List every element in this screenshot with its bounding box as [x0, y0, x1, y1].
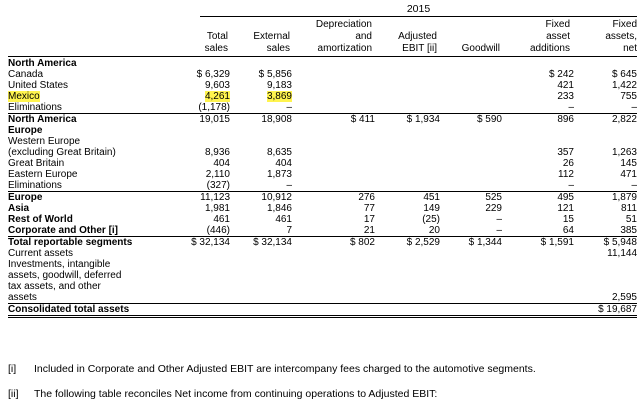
cell: $ 645 — [611, 69, 637, 80]
cell — [292, 180, 375, 192]
cell — [168, 259, 230, 270]
col-header-line: EBIT [ii] — [402, 43, 437, 54]
cell — [168, 125, 230, 136]
table-row — [8, 237, 637, 249]
cell — [375, 58, 440, 69]
cell: 18,908 — [230, 114, 292, 126]
cell — [375, 292, 440, 304]
cell: $ 1,591 — [502, 237, 574, 249]
table-row — [8, 292, 637, 304]
cell — [168, 248, 230, 259]
cell — [168, 304, 230, 317]
cell — [168, 91, 230, 102]
col-header-line: asset — [546, 31, 570, 42]
cell: 51 — [625, 214, 637, 225]
cell — [292, 270, 375, 281]
cell: 229 — [485, 203, 502, 214]
cell — [292, 147, 375, 158]
cell: 461 — [213, 214, 230, 225]
row-label: (excluding Great Britain) — [8, 147, 116, 158]
cell: $ 32,134 — [168, 237, 230, 249]
cell — [502, 58, 574, 69]
col-header-line: amortization — [317, 43, 372, 54]
row-label: Current assets — [8, 248, 74, 259]
cell — [440, 158, 502, 169]
cell — [440, 270, 502, 281]
cell — [168, 58, 230, 69]
table-row — [8, 180, 637, 192]
cell: 10,912 — [230, 192, 292, 204]
col-header-0 — [168, 31, 228, 55]
cell — [440, 180, 502, 192]
table-row — [8, 225, 637, 237]
cell: 11,144 — [607, 248, 637, 259]
footnote-2-mark: [ii] — [8, 388, 19, 400]
table-row — [8, 158, 637, 169]
cell — [574, 136, 637, 147]
cell: 8,936 — [204, 147, 230, 158]
col-header-6 — [574, 19, 637, 55]
cell — [502, 248, 574, 259]
table-row — [8, 69, 637, 80]
cell — [502, 281, 574, 292]
cell: – — [496, 225, 502, 236]
cell — [230, 58, 292, 69]
col-header-line: additions — [529, 43, 570, 54]
header-rule — [8, 56, 637, 57]
cell — [440, 80, 502, 91]
cell: 495 — [502, 192, 574, 204]
row-label: Investments, intangible — [8, 259, 111, 270]
cell — [292, 69, 375, 80]
cell: $ 5,948 — [574, 237, 637, 249]
cell: 357 — [557, 147, 574, 158]
table-row — [8, 270, 637, 281]
cell — [168, 281, 230, 292]
cell: $ 5,856 — [258, 69, 292, 80]
cell — [292, 80, 375, 91]
cell — [440, 259, 502, 270]
cell: (446) — [206, 225, 230, 236]
footnote-2 — [8, 388, 638, 401]
cell: 2,110 — [205, 169, 230, 180]
cell — [440, 136, 502, 147]
cell: 64 — [562, 225, 574, 236]
col-header-line: Depreciation — [315, 19, 372, 30]
cell — [292, 169, 375, 180]
cell: 471 — [620, 169, 637, 180]
row-label: Canada — [8, 69, 44, 80]
col-header-2 — [292, 19, 372, 55]
cell — [574, 125, 637, 136]
cell: 404 — [213, 158, 230, 169]
cell — [292, 102, 375, 114]
table-row — [8, 169, 637, 180]
cell: 145 — [620, 158, 637, 169]
cell — [574, 281, 637, 292]
cell — [292, 281, 375, 292]
cell — [292, 248, 375, 259]
row-label: assets — [8, 292, 37, 303]
row-label: assets, goodwill, deferred — [8, 270, 122, 281]
cell — [375, 80, 440, 91]
row-label: Great Britain — [8, 158, 65, 169]
table-row — [8, 259, 637, 270]
cell — [502, 304, 574, 317]
cell: (1,178) — [198, 102, 230, 113]
cell — [440, 69, 502, 80]
col-header-4 — [440, 43, 500, 55]
cell: 112 — [558, 169, 574, 180]
cell — [375, 69, 440, 80]
table-row — [8, 91, 637, 102]
cell: 1,873 — [266, 169, 292, 180]
cell: – — [631, 180, 637, 191]
cell: 2,595 — [611, 292, 637, 303]
footnote-1-mark: [i] — [8, 363, 17, 375]
table-row — [8, 281, 637, 292]
cell: 233 — [557, 91, 574, 102]
row-label: tax assets, and other — [8, 281, 101, 292]
cell: 26 — [562, 158, 574, 169]
table-row — [8, 147, 637, 158]
cell — [574, 259, 637, 270]
cell: – — [568, 180, 574, 191]
cell: $ 1,934 — [375, 114, 440, 126]
cell: $ 590 — [440, 114, 502, 126]
cell — [292, 136, 375, 147]
cell — [574, 58, 637, 69]
cell — [375, 304, 440, 317]
cell — [292, 292, 375, 304]
table-row — [8, 214, 637, 225]
cell: 9,183 — [266, 80, 292, 91]
cell: – — [631, 102, 637, 113]
col-header-line: Adjusted — [398, 31, 437, 42]
col-header-line: Goodwill — [461, 43, 500, 54]
cell — [440, 169, 502, 180]
cell: 149 — [423, 203, 440, 214]
cell — [292, 58, 375, 69]
row-label: North America — [8, 114, 168, 126]
cell — [375, 158, 440, 169]
cell — [502, 292, 574, 304]
cell: $ 242 — [548, 69, 574, 80]
row-label: Total reportable segments — [8, 237, 168, 249]
cell — [230, 292, 292, 304]
cell — [168, 136, 230, 147]
cell — [440, 58, 502, 69]
highlighted-value: 3,869 — [266, 91, 292, 102]
year-header: 2015 — [200, 3, 637, 17]
table-row — [8, 125, 637, 136]
cell — [440, 102, 502, 114]
cell — [230, 304, 292, 317]
cell — [502, 136, 574, 147]
row-label: Eliminations — [8, 102, 62, 113]
cell: – — [568, 102, 574, 113]
highlighted-label: Mexico — [8, 91, 40, 102]
cell — [574, 270, 637, 281]
cell: 9,603 — [204, 80, 230, 91]
row-label: Eliminations — [8, 180, 62, 191]
cell: (25) — [422, 214, 440, 225]
cell: 19,015 — [168, 114, 230, 126]
footnote-1 — [8, 363, 638, 376]
cell: 1,263 — [611, 147, 637, 158]
cell — [440, 304, 502, 317]
cell — [440, 248, 502, 259]
cell — [440, 147, 502, 158]
cell — [230, 91, 292, 102]
table-row — [8, 304, 637, 317]
col-header-line: sales — [266, 43, 290, 54]
cell: – — [286, 102, 292, 113]
col-header-line: Total — [206, 31, 228, 42]
cell: 811 — [621, 203, 637, 214]
row-label: Western Europe — [8, 136, 81, 147]
row-label: Europe — [8, 192, 168, 204]
cell — [230, 270, 292, 281]
cell — [375, 102, 440, 114]
cell: 15 — [562, 214, 574, 225]
cell — [375, 248, 440, 259]
cell — [292, 304, 375, 317]
cell — [375, 91, 440, 102]
cell: $ 2,529 — [375, 237, 440, 249]
cell — [375, 147, 440, 158]
cell: $ 6,329 — [196, 69, 230, 80]
table-row — [8, 58, 637, 69]
cell: 461 — [275, 214, 292, 225]
cell — [230, 125, 292, 136]
cell — [168, 292, 230, 304]
cell: 1,846 — [266, 203, 292, 214]
cell: 755 — [620, 91, 637, 102]
cell: 1,981 — [204, 203, 230, 214]
cell: 17 — [363, 214, 375, 225]
cell: 276 — [292, 192, 375, 204]
cell — [502, 125, 574, 136]
cell: 7 — [286, 225, 292, 236]
row-label: North America — [8, 58, 77, 69]
cell — [230, 259, 292, 270]
cell — [375, 136, 440, 147]
table-row — [8, 114, 637, 126]
row-label: United States — [8, 80, 69, 91]
cell: 385 — [620, 225, 637, 236]
cell — [375, 270, 440, 281]
cell — [292, 125, 375, 136]
col-header-line: External — [253, 31, 290, 42]
table-row — [8, 248, 637, 259]
cell: $ 411 — [292, 114, 375, 126]
cell: $ 1,344 — [440, 237, 502, 249]
cell — [375, 180, 440, 192]
cell: 121 — [557, 203, 574, 214]
cell — [292, 158, 375, 169]
cell — [375, 125, 440, 136]
cell: 525 — [440, 192, 502, 204]
cell — [230, 136, 292, 147]
cell — [375, 169, 440, 180]
cell: $ 32,134 — [230, 237, 292, 249]
segment-table — [8, 58, 637, 318]
col-header-line: Fixed — [612, 19, 637, 30]
col-header-line: assets, — [605, 31, 637, 42]
cell — [440, 91, 502, 102]
col-header-line: sales — [204, 43, 228, 54]
table-row — [8, 80, 637, 91]
col-header-5 — [502, 19, 570, 55]
cell: 421 — [557, 80, 574, 91]
footnote-2-text: The following table reconciles Net income from continuing operations to Adjusted EBIT: — [34, 388, 438, 400]
cell — [440, 125, 502, 136]
cell: $ 802 — [292, 237, 375, 249]
cell: 1,879 — [574, 192, 637, 204]
col-header-line: Fixed — [545, 19, 570, 30]
col-header-1 — [230, 31, 290, 55]
cell: (327) — [206, 180, 230, 191]
cell — [292, 91, 375, 102]
cell: 404 — [275, 158, 292, 169]
row-label: Eastern Europe — [8, 169, 78, 180]
highlighted-value: 4,261 — [204, 91, 230, 102]
cell: 896 — [502, 114, 574, 126]
cell — [440, 292, 502, 304]
cell — [168, 270, 230, 281]
cell: 451 — [375, 192, 440, 204]
row-label: Consolidated total assets — [8, 304, 168, 317]
cell — [440, 281, 502, 292]
cell: 1,422 — [611, 80, 637, 91]
cell: 2,822 — [574, 114, 637, 126]
cell: 8,635 — [266, 147, 292, 158]
cell: – — [286, 180, 292, 191]
table-row — [8, 203, 637, 214]
col-header-line: and — [355, 31, 372, 42]
footnote-1-text: Included in Corporate and Other Adjusted EBIT are intercompany fees charged to the automotive segments. — [34, 363, 536, 375]
row-label: Europe — [8, 125, 43, 136]
cell: 77 — [363, 203, 375, 214]
cell: 11,123 — [168, 192, 230, 204]
cell — [230, 281, 292, 292]
cell — [375, 281, 440, 292]
cell: – — [496, 214, 502, 225]
table-row — [8, 192, 637, 204]
cell — [292, 259, 375, 270]
table-row — [8, 102, 637, 114]
row-label: Asia — [8, 203, 30, 214]
cell: $ 19,687 — [574, 304, 637, 317]
cell: 20 — [428, 225, 440, 236]
row-label: Rest of World — [8, 214, 73, 225]
row-label — [8, 91, 168, 102]
cell — [502, 270, 574, 281]
cell: 21 — [363, 225, 375, 236]
col-header-line: net — [623, 43, 637, 54]
cell — [502, 259, 574, 270]
row-label: Corporate and Other [i] — [8, 225, 119, 236]
cell — [230, 248, 292, 259]
cell — [375, 259, 440, 270]
col-header-3 — [375, 31, 437, 55]
table-row — [8, 136, 637, 147]
